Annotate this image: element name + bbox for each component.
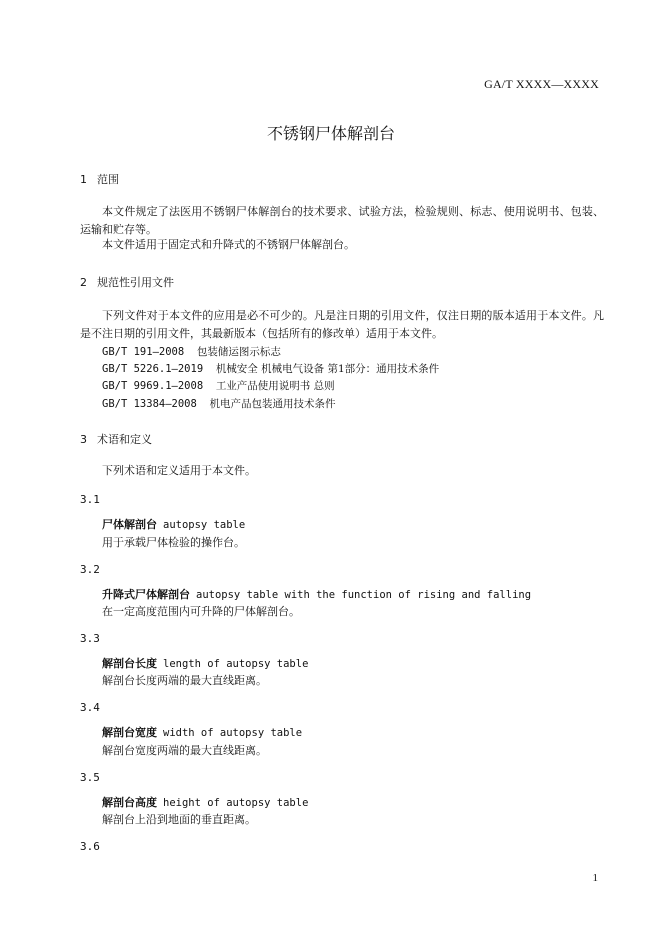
section-number: 2	[80, 276, 87, 289]
reference-item	[102, 378, 335, 393]
section-heading-normative-references	[80, 274, 174, 290]
term-english: autopsy table with the function of rising and falling	[196, 589, 532, 601]
term-entry	[102, 794, 308, 810]
clause-number: 3.3	[80, 632, 100, 645]
term-english: length of autopsy table	[163, 658, 309, 670]
clause-number: 3.4	[80, 701, 100, 714]
section-title: 范围	[97, 173, 119, 186]
section-heading-scope	[80, 171, 119, 187]
standard-number: GA/T XXXX—XXXX	[484, 77, 599, 91]
reference-item	[102, 396, 335, 411]
term-entry	[102, 516, 245, 532]
scope-applicability-paragraph: 本文件适用于固定式和升降式的不锈钢尸体解剖台。	[102, 238, 355, 251]
term-english: autopsy table	[163, 519, 246, 531]
section-number: 3	[80, 433, 87, 446]
section-heading-terms-and-definitions	[80, 431, 152, 447]
clause-number: 3.1	[80, 493, 100, 506]
term-definition: 解剖台上沿到地面的垂直距离。	[102, 813, 256, 826]
clause-number: 3.6	[80, 840, 100, 853]
term-english: height of autopsy table	[163, 797, 309, 809]
reference-title: 机电产品包装通用技术条件	[209, 398, 336, 410]
term-chinese: 解剖台长度	[102, 657, 157, 670]
reference-title: 机械安全 机械电气设备 第1部分：通用技术条件	[215, 363, 440, 375]
reference-item	[102, 361, 439, 376]
term-definition: 用于承载尸体检验的操作台。	[102, 536, 245, 549]
term-definition: 解剖台长度两端的最大直线距离。	[102, 674, 267, 687]
reference-code: GB/T 5226.1—2019	[102, 363, 204, 375]
reference-code: GB/T 13384—2008	[102, 398, 197, 410]
reference-title: 工业产品使用说明书 总则	[215, 380, 335, 392]
clause-number: 3.5	[80, 771, 100, 784]
references-intro-paragraph: 下列文件对于本文件的应用是必不可少的。凡是注日期的引用文件，仅注日期的版本适用于本文件。凡是不注日期的引用文件，其最新版本（包括所有的修改单）适用于本文件。	[80, 309, 604, 340]
term-entry	[102, 655, 308, 671]
term-chinese: 解剖台宽度	[102, 726, 157, 739]
term-entry	[102, 586, 531, 602]
term-definition: 在一定高度范围内可升降的尸体解剖台。	[102, 605, 300, 618]
term-english: width of autopsy table	[163, 727, 303, 739]
term-chinese: 解剖台高度	[102, 796, 157, 809]
reference-code: GB/T 9969.1—2008	[102, 380, 204, 392]
page-number: 1	[592, 872, 598, 884]
section-title: 术语和定义	[97, 433, 152, 446]
reference-code: GB/T 191—2008	[102, 346, 185, 358]
terms-intro-paragraph: 下列术语和定义适用于本文件。	[102, 464, 256, 477]
document-title: 不锈钢尸体解剖台	[266, 124, 395, 143]
clause-number: 3.2	[80, 563, 100, 576]
section-title: 规范性引用文件	[97, 276, 174, 289]
term-chinese: 尸体解剖台	[102, 518, 157, 531]
reference-title: 包装储运图示标志	[196, 346, 281, 358]
term-definition: 解剖台宽度两端的最大直线距离。	[102, 744, 267, 757]
reference-item	[102, 344, 281, 359]
scope-paragraph: 本文件规定了法医用不锈钢尸体解剖台的技术要求、试验方法，检验规则、标志、使用说明书、包装、运输和贮存等。	[80, 205, 604, 236]
section-number: 1	[80, 173, 87, 186]
term-entry	[102, 724, 302, 740]
term-chinese: 升降式尸体解剖台	[102, 588, 190, 601]
